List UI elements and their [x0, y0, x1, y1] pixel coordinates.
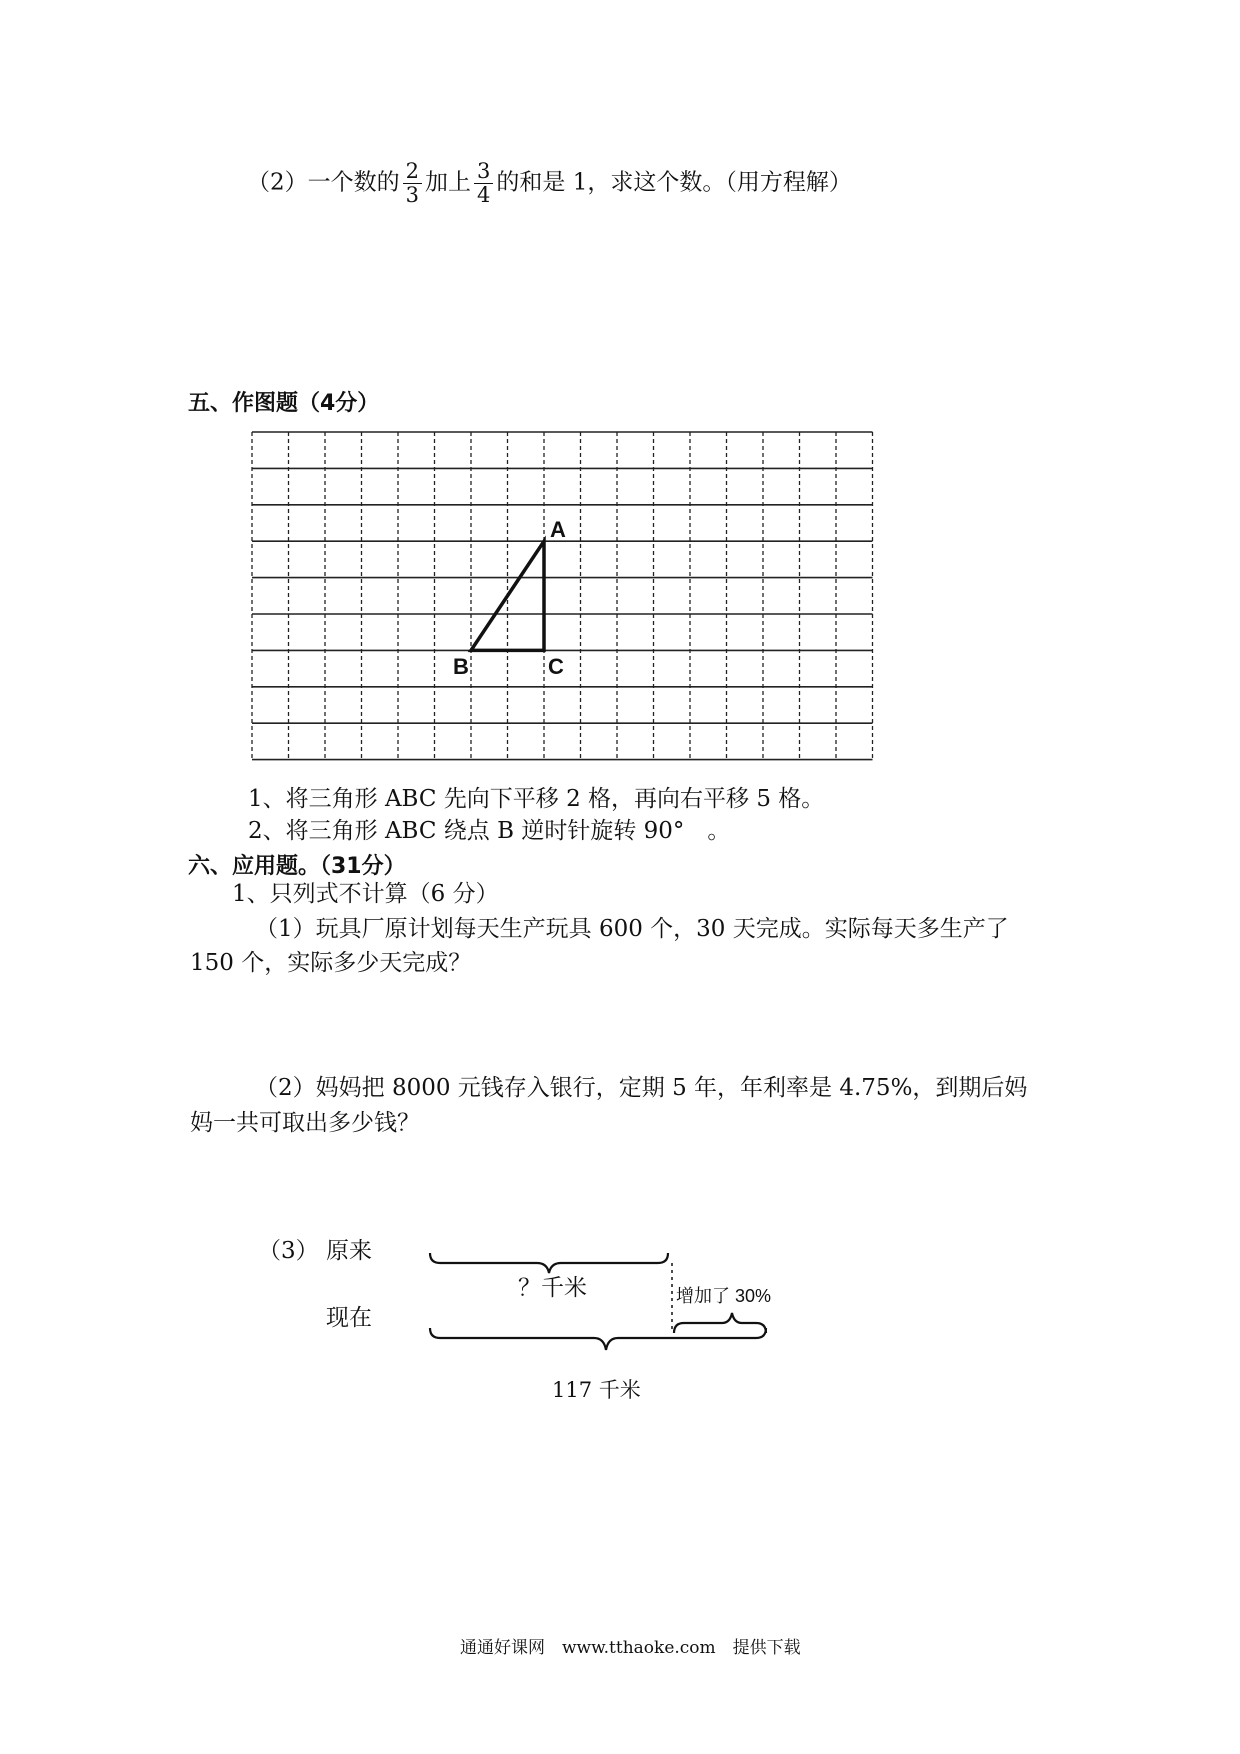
q4-2-prefix: （2）一个数的 — [247, 169, 400, 196]
vertex-label-c: C — [548, 654, 564, 680]
q4-2-suffix: 的和是 1，求这个数。（用方程解） — [496, 169, 852, 196]
problem-3-label: （3） — [258, 1238, 319, 1264]
problem-2-line-1: （2）妈妈把 8000 元钱存入银行，定期 5 年，年利率是 4.75%，到期后妈 — [255, 1075, 1028, 1101]
task-1: 1、将三角形 ABC 先向下平移 2 格，再向右平移 5 格。 — [248, 786, 825, 812]
fraction-denominator: 4 — [477, 183, 491, 207]
fraction-denominator: 3 — [405, 183, 420, 207]
fraction-numerator: 3 — [474, 160, 493, 184]
section-5-title: 五、作图题（4分） — [188, 391, 380, 416]
label-original: 原来 — [326, 1238, 372, 1264]
vertex-label-b: B — [453, 654, 469, 680]
total-brace — [430, 1328, 766, 1350]
footer-source: 通通好课网 www.tthaoke.com 提供下载 — [460, 1638, 801, 1658]
increase-label: 增加了 30% — [676, 1286, 772, 1306]
fraction-numerator: 2 — [403, 160, 422, 184]
increase-brace — [674, 1313, 766, 1333]
original-brace — [430, 1253, 668, 1273]
task-2: 2、将三角形 ABC 绕点 B 逆时针旋转 90° 。 — [248, 818, 731, 844]
q4-2-middle: 加上 — [425, 169, 472, 196]
problem-1-line-1: （1）玩具厂原计划每天生产玩具 600 个，30 天完成。实际每天多生产了 — [255, 916, 1009, 942]
label-current: 现在 — [326, 1305, 372, 1331]
unknown-length-label: ？千米 — [518, 1275, 587, 1301]
problem-1-line-2: 150 个，实际多少天完成？ — [190, 950, 472, 976]
sub-question-1: 1、只列式不计算（6 分） — [232, 881, 499, 907]
problem-2-line-2: 妈一共可取出多少钱？ — [190, 1110, 420, 1136]
section-6-title: 六、应用题。（31分） — [188, 854, 406, 879]
total-length-label: 117 千米 — [552, 1378, 641, 1402]
vertex-label-a: A — [550, 517, 566, 543]
